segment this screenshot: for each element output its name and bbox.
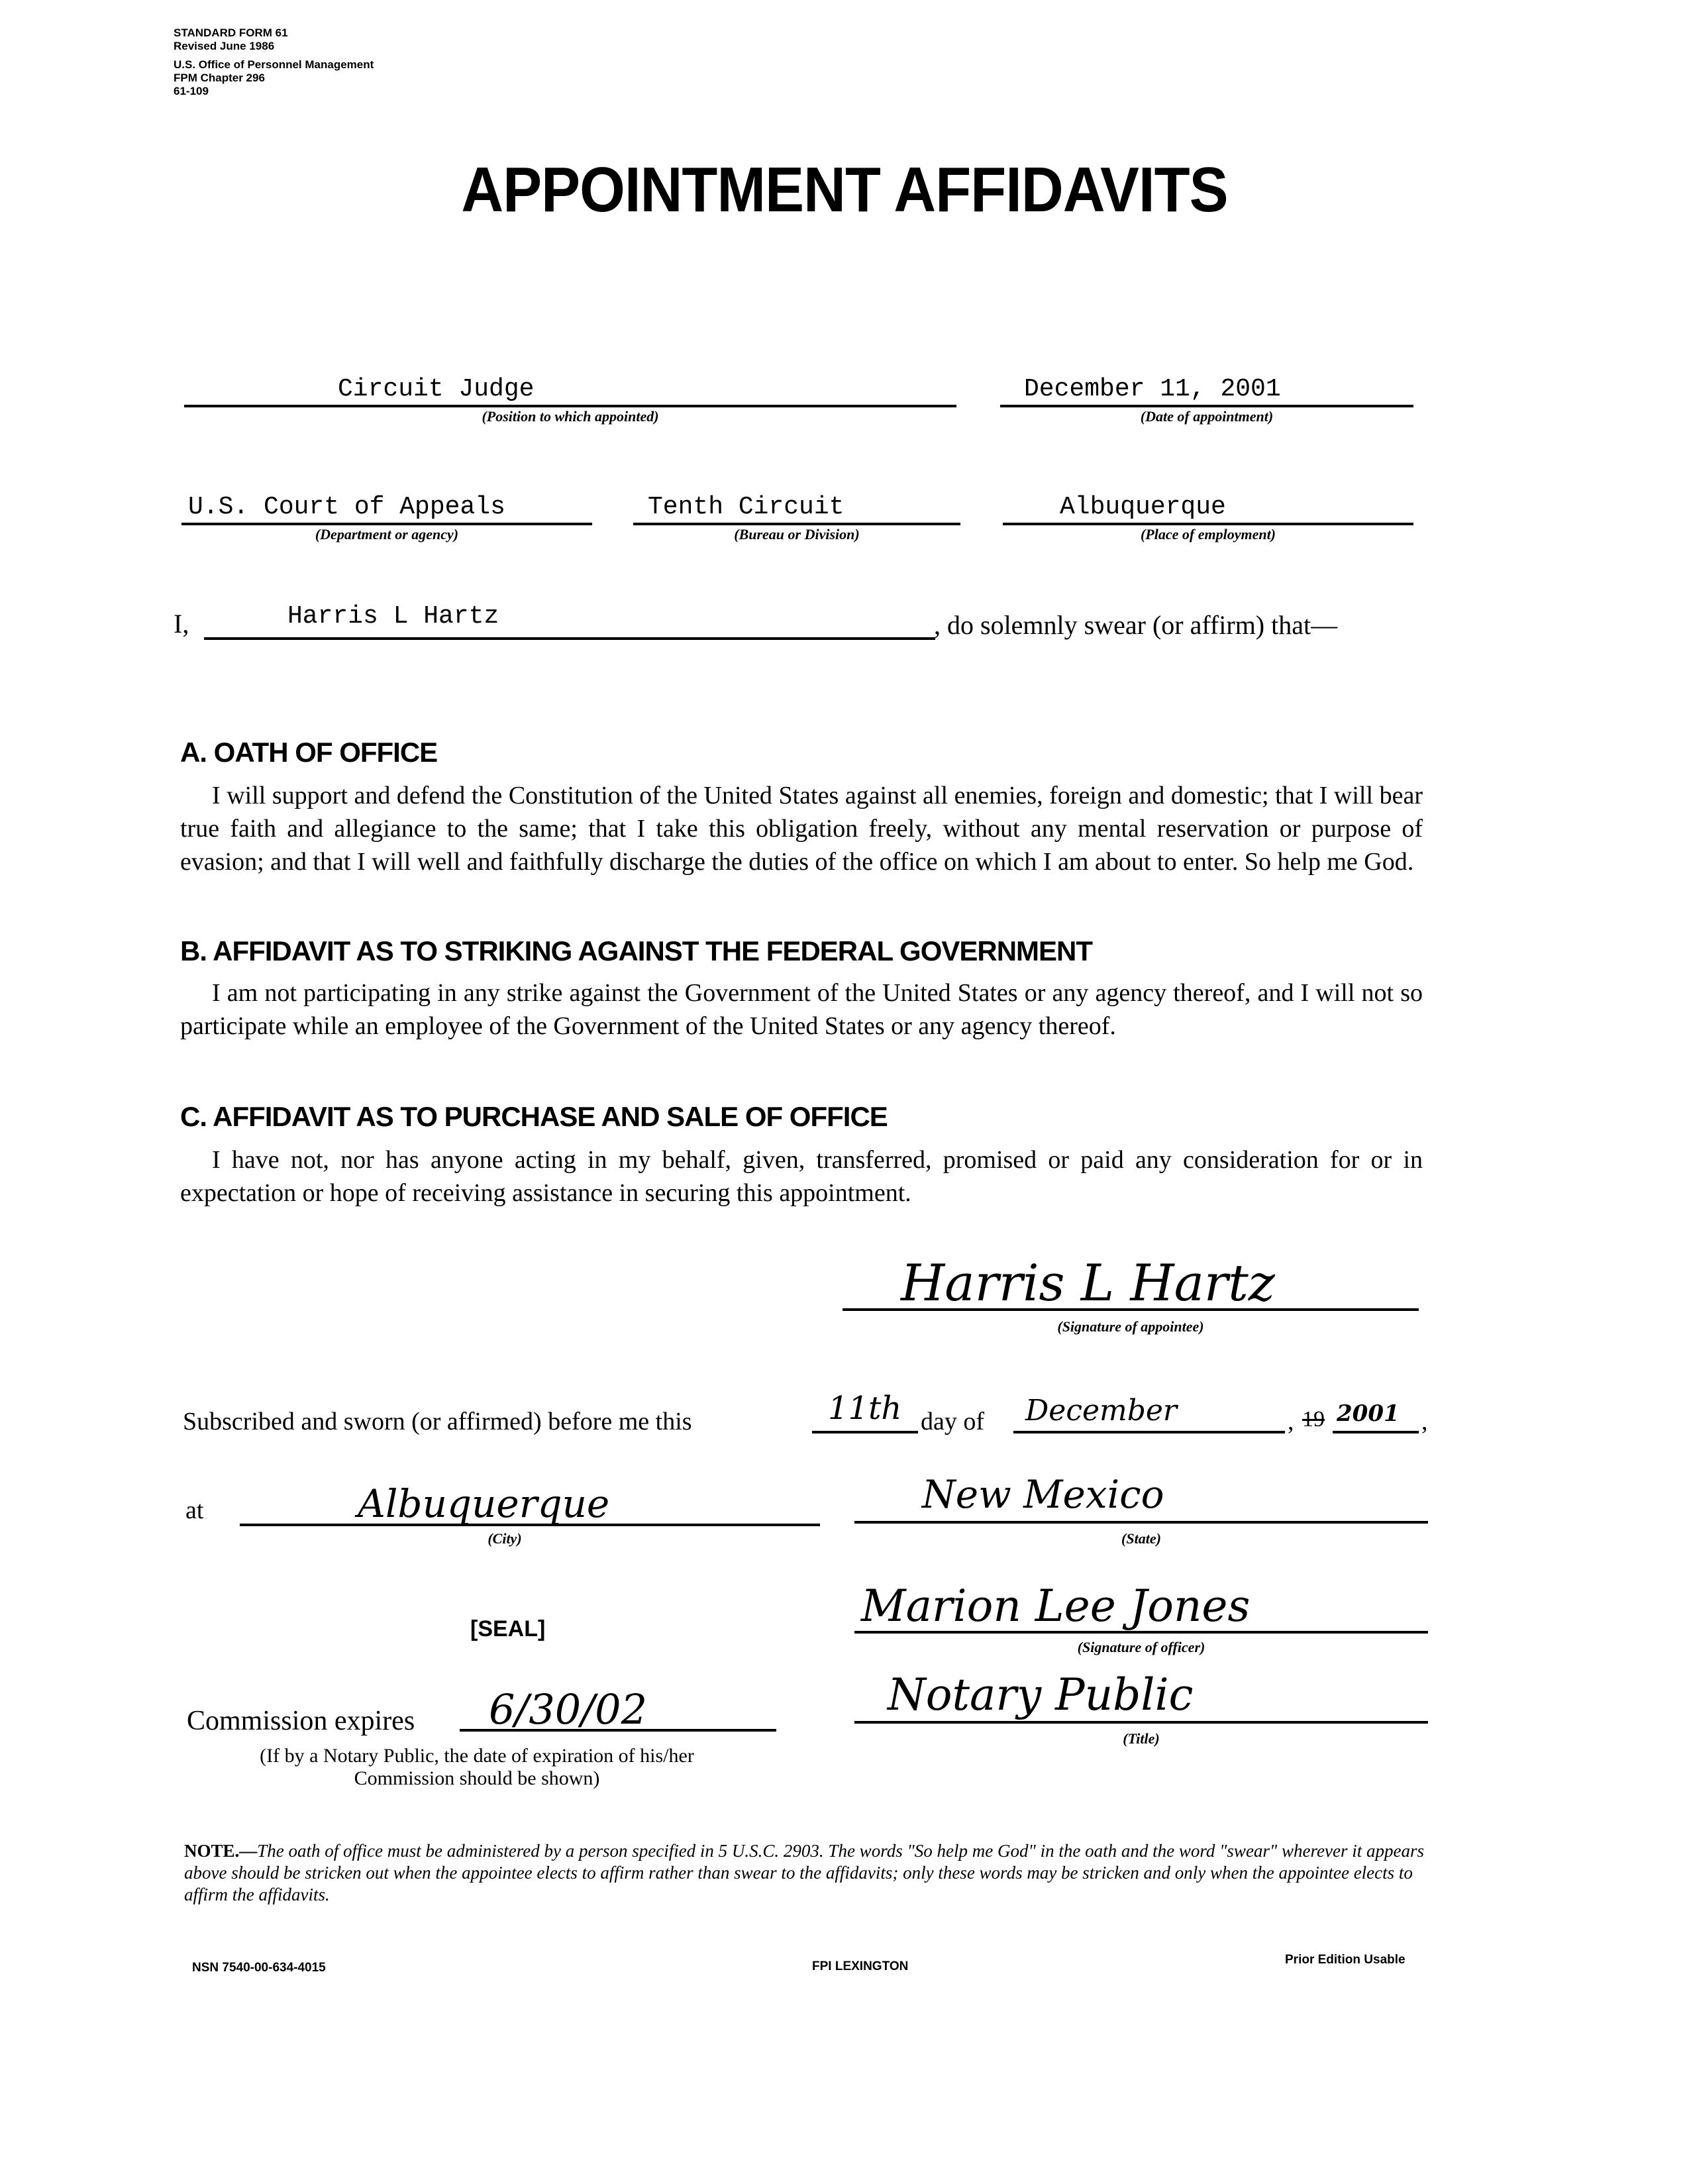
appointee-signature-caption: (Signature of appointee) <box>1057 1318 1204 1335</box>
city-caption: (City) <box>487 1530 522 1547</box>
sworn-prefix: Subscribed and sworn (or affirmed) before me this <box>183 1408 692 1435</box>
place-caption: (Place of employment) <box>1140 526 1276 543</box>
section-a-text: I will support and defend the Constitution of the United States against all enemies, foreign and domestic; that I will bear true faith and allegiance to the same; that I take this obligation freely, without any mental reservation or purpose of evasion; and that I will well and faithfully discharge the duties of the office on which I am about to enter. So help me God. <box>180 782 1423 876</box>
form-code: 61-109 <box>174 85 209 97</box>
sworn-month-line[interactable] <box>1013 1431 1285 1433</box>
name-value: Harris L Hartz <box>287 602 499 631</box>
state-value: New Mexico <box>922 1472 1164 1517</box>
date-value: December 11, 2001 <box>1024 375 1281 403</box>
section-a-heading: A. OATH OF OFFICE <box>180 737 438 768</box>
place-value: Albuquerque <box>1060 493 1226 521</box>
swear-text: , do solemnly swear (or affirm) that— <box>934 610 1338 640</box>
form-chapter: FPM Chapter 296 <box>174 72 265 84</box>
sworn-day-of: day of <box>921 1408 985 1435</box>
position-caption: (Position to which appointed) <box>482 408 659 425</box>
bureau-field[interactable] <box>633 486 960 525</box>
sworn-comma: , <box>1288 1408 1294 1435</box>
state-caption: (State) <box>1121 1530 1161 1547</box>
state-line[interactable] <box>854 1521 1428 1524</box>
bureau-caption: (Bureau or Division) <box>734 526 860 543</box>
section-b-text: I am not participating in any strike against the Government of the United States or any agency thereof, and I will not so participate while an employee of the Government of the United States or any agency thereof. <box>180 979 1423 1040</box>
title-line[interactable] <box>854 1721 1428 1724</box>
seal-label: [SEAL] <box>470 1616 546 1641</box>
place-field[interactable] <box>1003 486 1413 525</box>
sworn-year: 2001 <box>1337 1400 1400 1427</box>
section-c-text: I have not, nor has anyone acting in my behalf, given, transferred, promised or paid any consideration for or in expectation or hope of receiving assistance in securing this appointment. <box>180 1146 1423 1207</box>
sworn-year-line[interactable] <box>1333 1431 1419 1433</box>
city-value: Albuquerque <box>358 1481 610 1526</box>
form-number: STANDARD FORM 61 <box>174 26 288 39</box>
page-title: APPOINTMENT AFFIDAVITS <box>461 154 1228 225</box>
section-c-heading: C. AFFIDAVIT AS TO PURCHASE AND SALE OF OFFICE <box>180 1101 888 1132</box>
sworn-day-line[interactable] <box>812 1431 918 1433</box>
section-b-heading: B. AFFIDAVIT AS TO STRIKING AGAINST THE FEDERAL GOVERNMENT <box>180 935 1093 966</box>
department-value: U.S. Court of Appeals <box>188 493 505 521</box>
sworn-month: December <box>1025 1394 1177 1428</box>
appointee-signature: Harris L Hartz <box>901 1253 1275 1312</box>
date-field[interactable] <box>1000 368 1413 407</box>
sworn-day: 11th <box>828 1390 902 1427</box>
department-caption: (Department or agency) <box>315 526 459 543</box>
officer-signature-caption: (Signature of officer) <box>1077 1639 1205 1655</box>
footer-edition: Prior Edition Usable <box>1285 1953 1406 1967</box>
form-revised: Revised June 1986 <box>174 40 275 52</box>
footer-nsn: NSN 7540-00-634-4015 <box>192 1961 326 1975</box>
location-at: at <box>185 1496 204 1524</box>
sworn-year-struck: 19 <box>1302 1407 1325 1431</box>
officer-title: Notary Public <box>888 1669 1194 1720</box>
commission-note-line1: (If by a Notary Public, the date of expiration of his/her <box>260 1745 694 1767</box>
bureau-value: Tenth Circuit <box>648 493 844 521</box>
position-value: Circuit Judge <box>338 375 535 403</box>
note-label: NOTE.— <box>184 1841 258 1861</box>
commission-note-line2: Commission should be shown) <box>354 1767 600 1789</box>
title-caption: (Title) <box>1123 1730 1160 1747</box>
commission-note <box>179 1745 775 1790</box>
department-field[interactable] <box>181 486 592 525</box>
name-prefix: I, <box>174 609 189 639</box>
position-field[interactable] <box>184 368 956 407</box>
commission-label: Commission expires <box>187 1706 415 1736</box>
date-caption: (Date of appointment) <box>1140 408 1274 425</box>
form-agency: U.S. Office of Personnel Management <box>174 58 374 71</box>
footer-printer: FPI LEXINGTON <box>812 1959 909 1973</box>
name-field[interactable] <box>204 600 935 640</box>
note-block <box>184 1840 1436 1906</box>
commission-value: 6/30/02 <box>489 1685 648 1734</box>
officer-signature: Marion Lee Jones <box>861 1581 1251 1632</box>
note-text: The oath of office must be administered by a person specified in 5 U.S.C. 2903. The words "So help me God" in the oath and the word "swear" wherever it appears above should be stricken out when the appointee elects to affirm rather than swear to the affidavits; only these words may be stricken and only when the appointee elects to affirm the affidavits. <box>184 1841 1424 1904</box>
sworn-end: , <box>1421 1408 1428 1435</box>
